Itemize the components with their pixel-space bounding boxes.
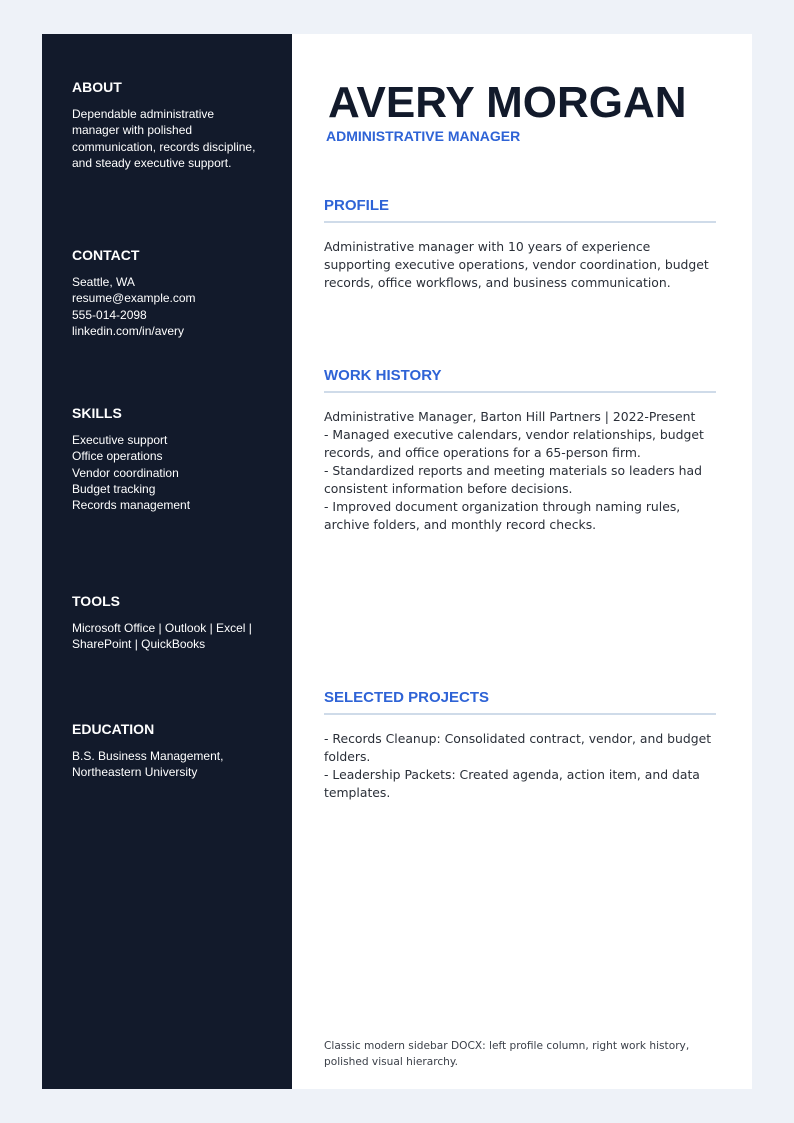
candidate-name: AVERY MORGAN <box>328 78 687 127</box>
education-heading: EDUCATION <box>72 721 155 737</box>
footer-note: Classic modern sidebar DOCX: left profile column, right work history, polished visual hierarchy. <box>324 1040 690 1068</box>
skill-item: Budget tracking <box>72 481 156 496</box>
job-title-line: Administrative Manager, Barton Hill Partners | 2022-Present <box>324 409 696 424</box>
work-history-heading: WORK HISTORY <box>324 366 716 393</box>
projects-heading: SELECTED PROJECTS <box>324 688 716 715</box>
candidate-role: ADMINISTRATIVE MANAGER <box>326 128 521 144</box>
about-heading: ABOUT <box>72 79 122 95</box>
job-bullet: - Improved document organization through naming rules, archive folders, and monthly record checks. <box>324 499 681 532</box>
project-item: - Records Cleanup: Consolidated contract, vendor, and budget folders. <box>324 731 712 764</box>
main-column <box>292 34 752 1089</box>
skill-item: Executive support <box>72 433 168 447</box>
contact-linkedin: linkedin.com/in/avery <box>72 323 185 338</box>
work-history-list <box>324 408 716 534</box>
education-section <box>72 720 262 781</box>
about-section <box>72 78 262 171</box>
work-history-section <box>324 366 716 534</box>
contact-section <box>72 246 262 339</box>
contact-list <box>72 274 262 339</box>
tools-heading: TOOLS <box>72 593 120 609</box>
resume-page <box>42 34 752 1089</box>
skills-section <box>72 404 262 513</box>
contact-location: Seattle, WA <box>72 275 135 289</box>
project-item: - Leadership Packets: Created agenda, action item, and data templates. <box>324 767 700 800</box>
profile-text: Administrative manager with 10 years of experience supporting executive operations, vendor coordination, budget records, office workflows, and business communication. <box>324 239 709 290</box>
contact-heading: CONTACT <box>72 247 140 263</box>
job-bullet: - Managed executive calendars, vendor relationships, budget records, and office operations for a 65-person firm. <box>324 427 704 460</box>
skills-heading: SKILLS <box>72 405 122 421</box>
sidebar <box>42 34 292 1089</box>
skill-item: Records management <box>72 498 191 513</box>
skill-item: Office operations <box>72 449 163 464</box>
job-bullet: - Standardized reports and meeting materials so leaders had consistent information before decisions. <box>324 463 702 496</box>
contact-phone: 555-014-2098 <box>72 307 147 322</box>
profile-heading: PROFILE <box>324 196 716 223</box>
profile-section <box>324 196 716 292</box>
skills-list <box>72 432 262 513</box>
education-text: B.S. Business Management, Northeastern University <box>72 749 224 780</box>
contact-email: resume@example.com <box>72 291 196 306</box>
projects-section <box>324 688 716 802</box>
skill-item: Vendor coordination <box>72 465 179 480</box>
about-text: Dependable administrative manager with polished communication, records discipline, and steady executive support. <box>72 107 256 170</box>
tools-section <box>72 592 262 653</box>
projects-list <box>324 730 716 802</box>
tools-text: Microsoft Office | Outlook | Excel | SharePoint | QuickBooks <box>72 621 252 652</box>
